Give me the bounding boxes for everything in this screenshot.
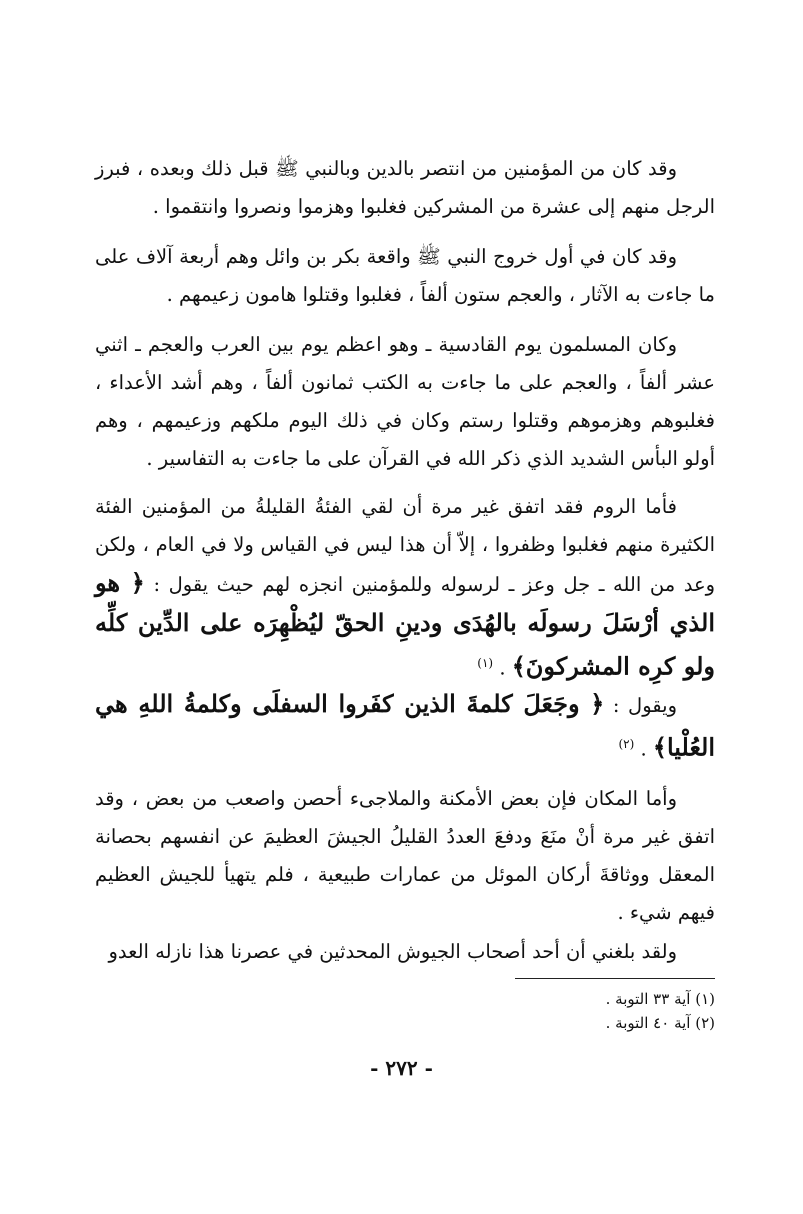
footnote-2: (٢) آية ٤٠ التوبة . — [605, 1014, 715, 1032]
footnote-divider — [515, 978, 715, 979]
paragraph-text: ولقد بلغني أن أحد أصحاب الجيوش المحدثين في عصرنا هذا نازله العدو — [108, 940, 677, 963]
page-number: - ٢٧٢ - — [370, 1056, 433, 1080]
paragraph-end: . — [640, 737, 653, 761]
paragraph-2 — [95, 238, 715, 314]
footnote-ref: (١) — [477, 656, 494, 670]
paragraph-text: وكان المسلمون يوم القادسية ـ وهو اعظم يوم بين العرب والعجم ـ اثني عشر ألفاً ، والعجم على ما جاءت به الكتب ثمانون ألفاً ، وهم أشد الأعداء ، فغلبوهم وهزموهم وقتلوا رستم وكان في ذلك اليوم ملكهم وزعيمهم ، وهم أولو البأس الشديد الذي ذكر الله في القرآن على ما جاءت به التفاسير . — [95, 333, 715, 470]
paragraph-text: فأما الروم فقد اتفق غير مرة أن لقي الفئةُ القليلةُ من المؤمنين الفئة الكثيرة منهم فغلبوا وظفروا ، إلاّ أن هذا ليس في القياس ولا في العام ، ولكن وعد من الله ـ جل وعز ـ لرسوله وللمؤمنين انجزه لهم حيث يقول : — [95, 495, 716, 596]
quran-verse: ﴿ وجَعَلَ كلمةَ الذين كفَروا السفلَى وكلمةُ اللهِ هي العُلْيا﴾ — [95, 689, 715, 762]
paragraph-text: ويقول : — [612, 694, 678, 717]
footnote-ref: (٢) — [618, 737, 635, 751]
paragraph-end: . — [499, 656, 512, 680]
paragraph-4 — [95, 488, 715, 688]
paragraph-7 — [95, 933, 715, 971]
paragraph-text: وأما المكان فإن بعض الأمكنة والملاجىء أحصن واصعب من بعض ، وقد اتفق غير مرة أنْ منَعَ ودفعَ العددُ القليلُ الجيشَ العظيمَ عن انفسهم بحصانة المعقل ووثاقةَ أركان الموئل من عمارات طبيعية ، فلم يتهيأ للجيش العظيم فيهم شيء . — [95, 787, 715, 924]
paragraph-1 — [95, 150, 715, 226]
footnote-1: (١) آية ٣٣ التوبة . — [605, 990, 715, 1008]
quran-verse: ﴿ هو الذي أرْسَلَ رسولَه بالهُدَى ودينِ الحقّ ليُظْهِرَه على الدِّين كلِّه ولو كرِه المشركونَ﴾ — [95, 568, 715, 681]
paragraph-3 — [95, 326, 715, 478]
paragraph-text: وقد كان في أول خروج النبي ﷺ واقعة بكر بن وائل وهم أربعة آلاف على ما جاءت به الآثار ، والعجم ستون ألفاً ، فغلبوا وقتلوا هامون زعيمهم . — [95, 245, 715, 306]
paragraph-5 — [95, 685, 715, 769]
paragraph-text: وقد كان من المؤمنين من انتصر بالدين وبالنبي ﷺ قبل ذلك وبعده ، فبرز الرجل منهم إلى عشرة من المشركين فغلبوا وهزموا ونصروا وانتقموا . — [95, 157, 715, 218]
paragraph-6 — [95, 780, 715, 932]
